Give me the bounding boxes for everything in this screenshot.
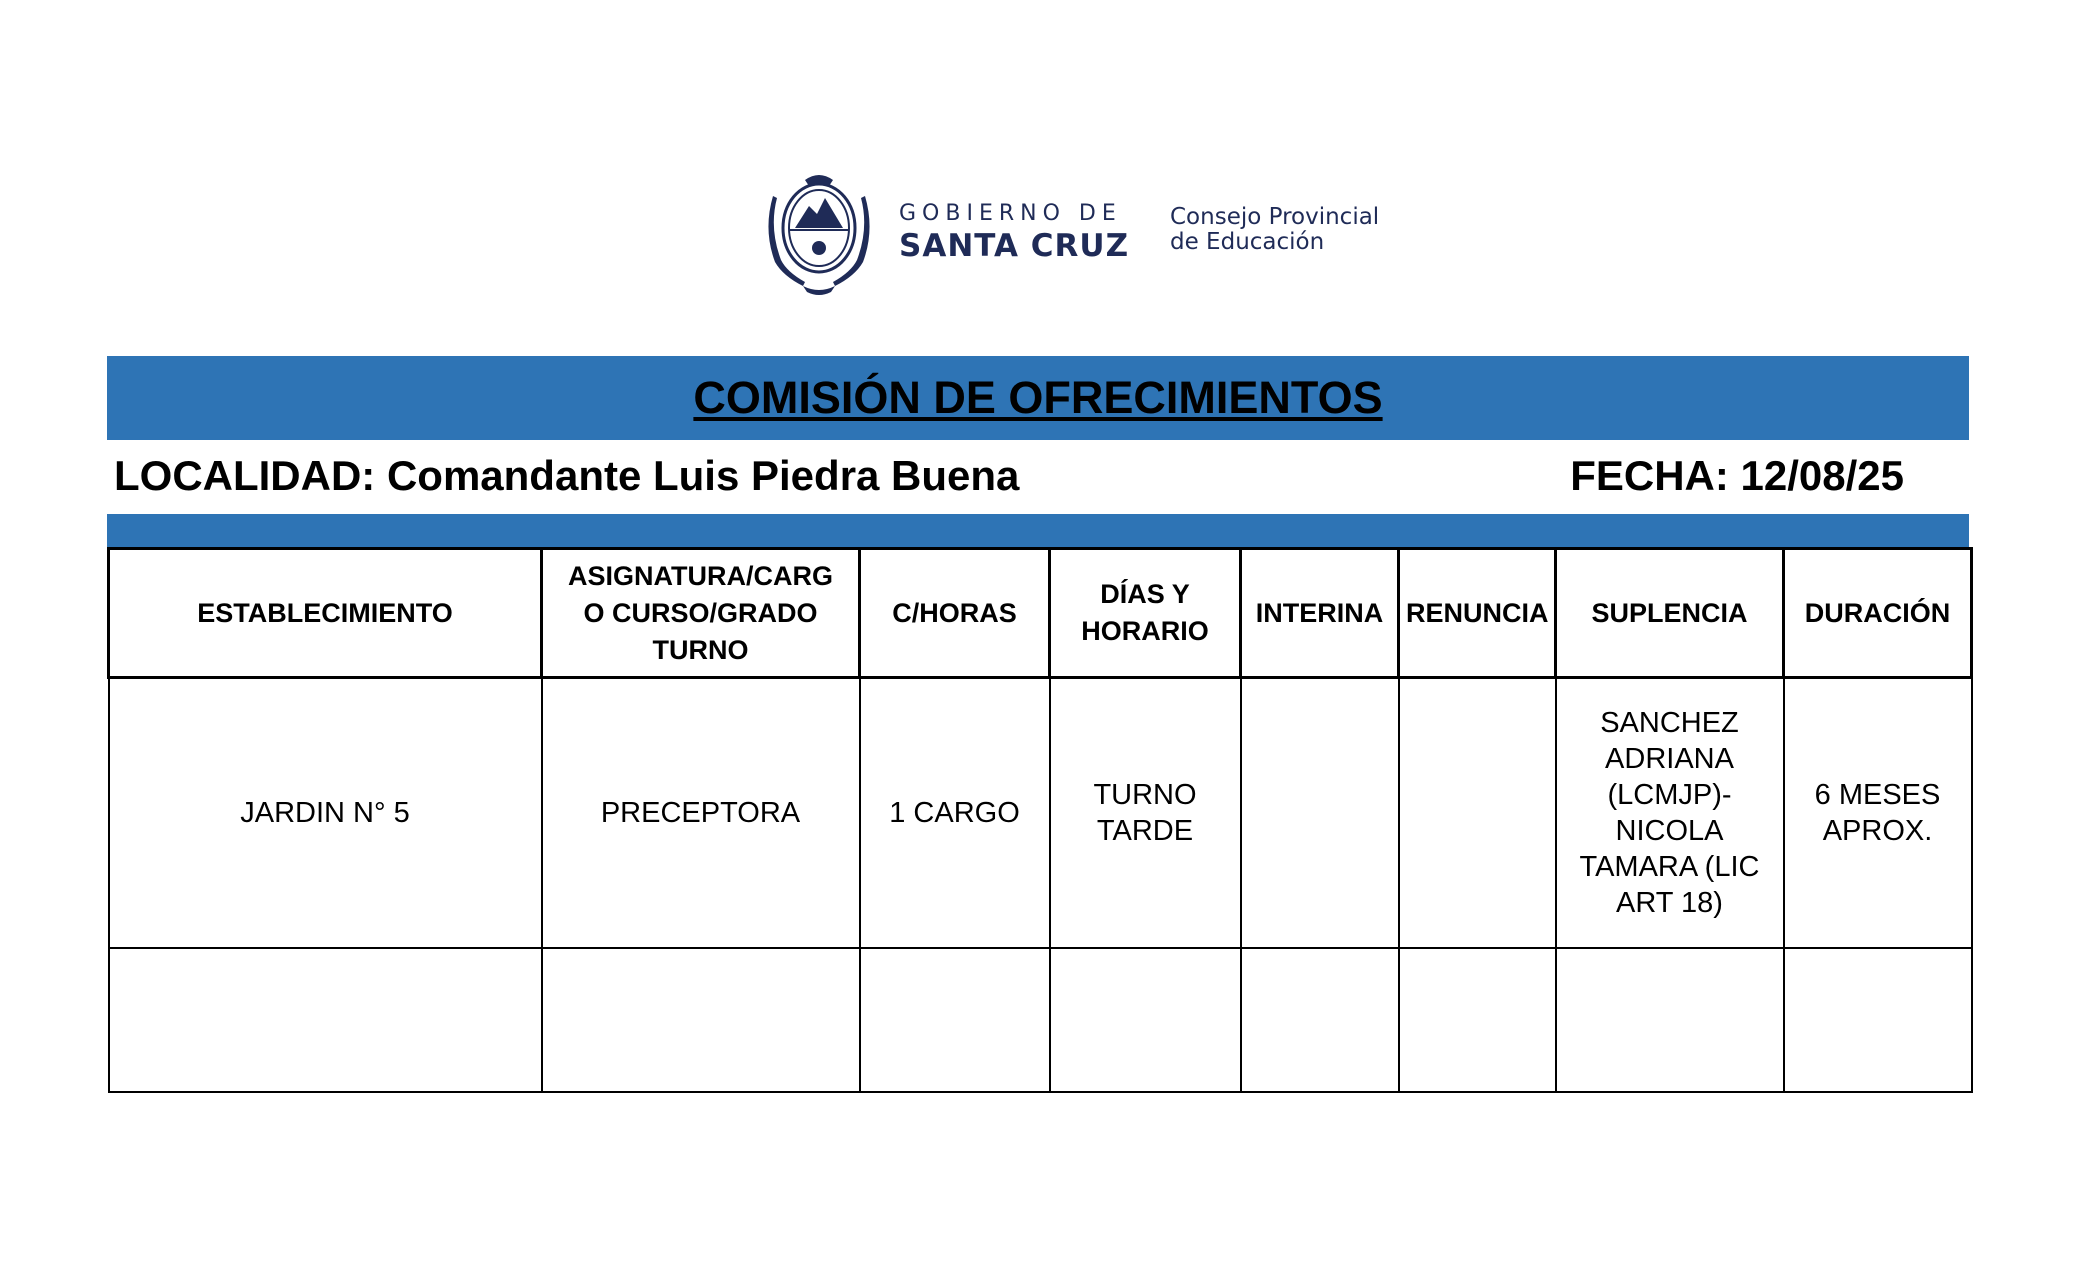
cell-interina	[1241, 678, 1399, 949]
cell-establecimiento	[109, 948, 542, 1092]
cell-renuncia	[1399, 948, 1556, 1092]
cell-duracion: 6 MESES APROX.	[1784, 678, 1972, 949]
offers-table	[107, 547, 1973, 1093]
fecha-label: FECHA: 12/08/25	[1570, 452, 1904, 499]
cell-asignatura: PRECEPTORA	[542, 678, 860, 949]
gov-line2: SANTA CRUZ	[899, 228, 1130, 264]
header-establecimiento: ESTABLECIMIENTO	[109, 549, 542, 678]
council-line1: Consejo Provincial	[1170, 204, 1380, 230]
localidad-label: LOCALIDAD: Comandante Luis Piedra Buena	[114, 452, 1020, 499]
header-renuncia: RENUNCIA	[1399, 549, 1556, 678]
info-row	[107, 440, 1969, 514]
divider-band	[107, 514, 1969, 547]
table-row	[109, 948, 1972, 1092]
cell-horas	[860, 948, 1050, 1092]
cell-interina	[1241, 948, 1399, 1092]
provincial-seal-icon	[765, 168, 873, 298]
cell-dias-horario	[1050, 948, 1241, 1092]
cell-suplencia: SANCHEZ ADRIANA (LCMJP)- NICOLA TAMARA (LIC ART 18)	[1556, 678, 1784, 949]
header-dias-horario: DÍAS Y HORARIO	[1050, 549, 1241, 678]
cell-suplencia	[1556, 948, 1784, 1092]
header-interina: INTERINA	[1241, 549, 1399, 678]
header-horas: C/HORAS	[860, 549, 1050, 678]
cell-renuncia	[1399, 678, 1556, 949]
header-duracion: DURACIÓN	[1784, 549, 1972, 678]
cell-asignatura	[542, 948, 860, 1092]
cell-horas: 1 CARGO	[860, 678, 1050, 949]
header-suplencia: SUPLENCIA	[1556, 549, 1784, 678]
cell-dias-horario: TURNO TARDE	[1050, 678, 1241, 949]
government-logo	[765, 165, 1129, 300]
gov-line1: GOBIERNO DE	[899, 201, 1122, 226]
council-name	[1170, 205, 1379, 255]
cell-establecimiento: JARDIN N° 5	[109, 678, 542, 949]
header-asignatura: ASIGNATURA/CARG O CURSO/GRADO TURNO	[542, 549, 860, 678]
table-row	[109, 678, 1972, 949]
title-band	[107, 356, 1969, 440]
council-line2: de Educación	[1170, 229, 1325, 255]
table-header-row	[109, 549, 1972, 678]
cell-duracion	[1784, 948, 1972, 1092]
page-title: COMISIÓN DE OFRECIMIENTOS	[693, 372, 1383, 423]
